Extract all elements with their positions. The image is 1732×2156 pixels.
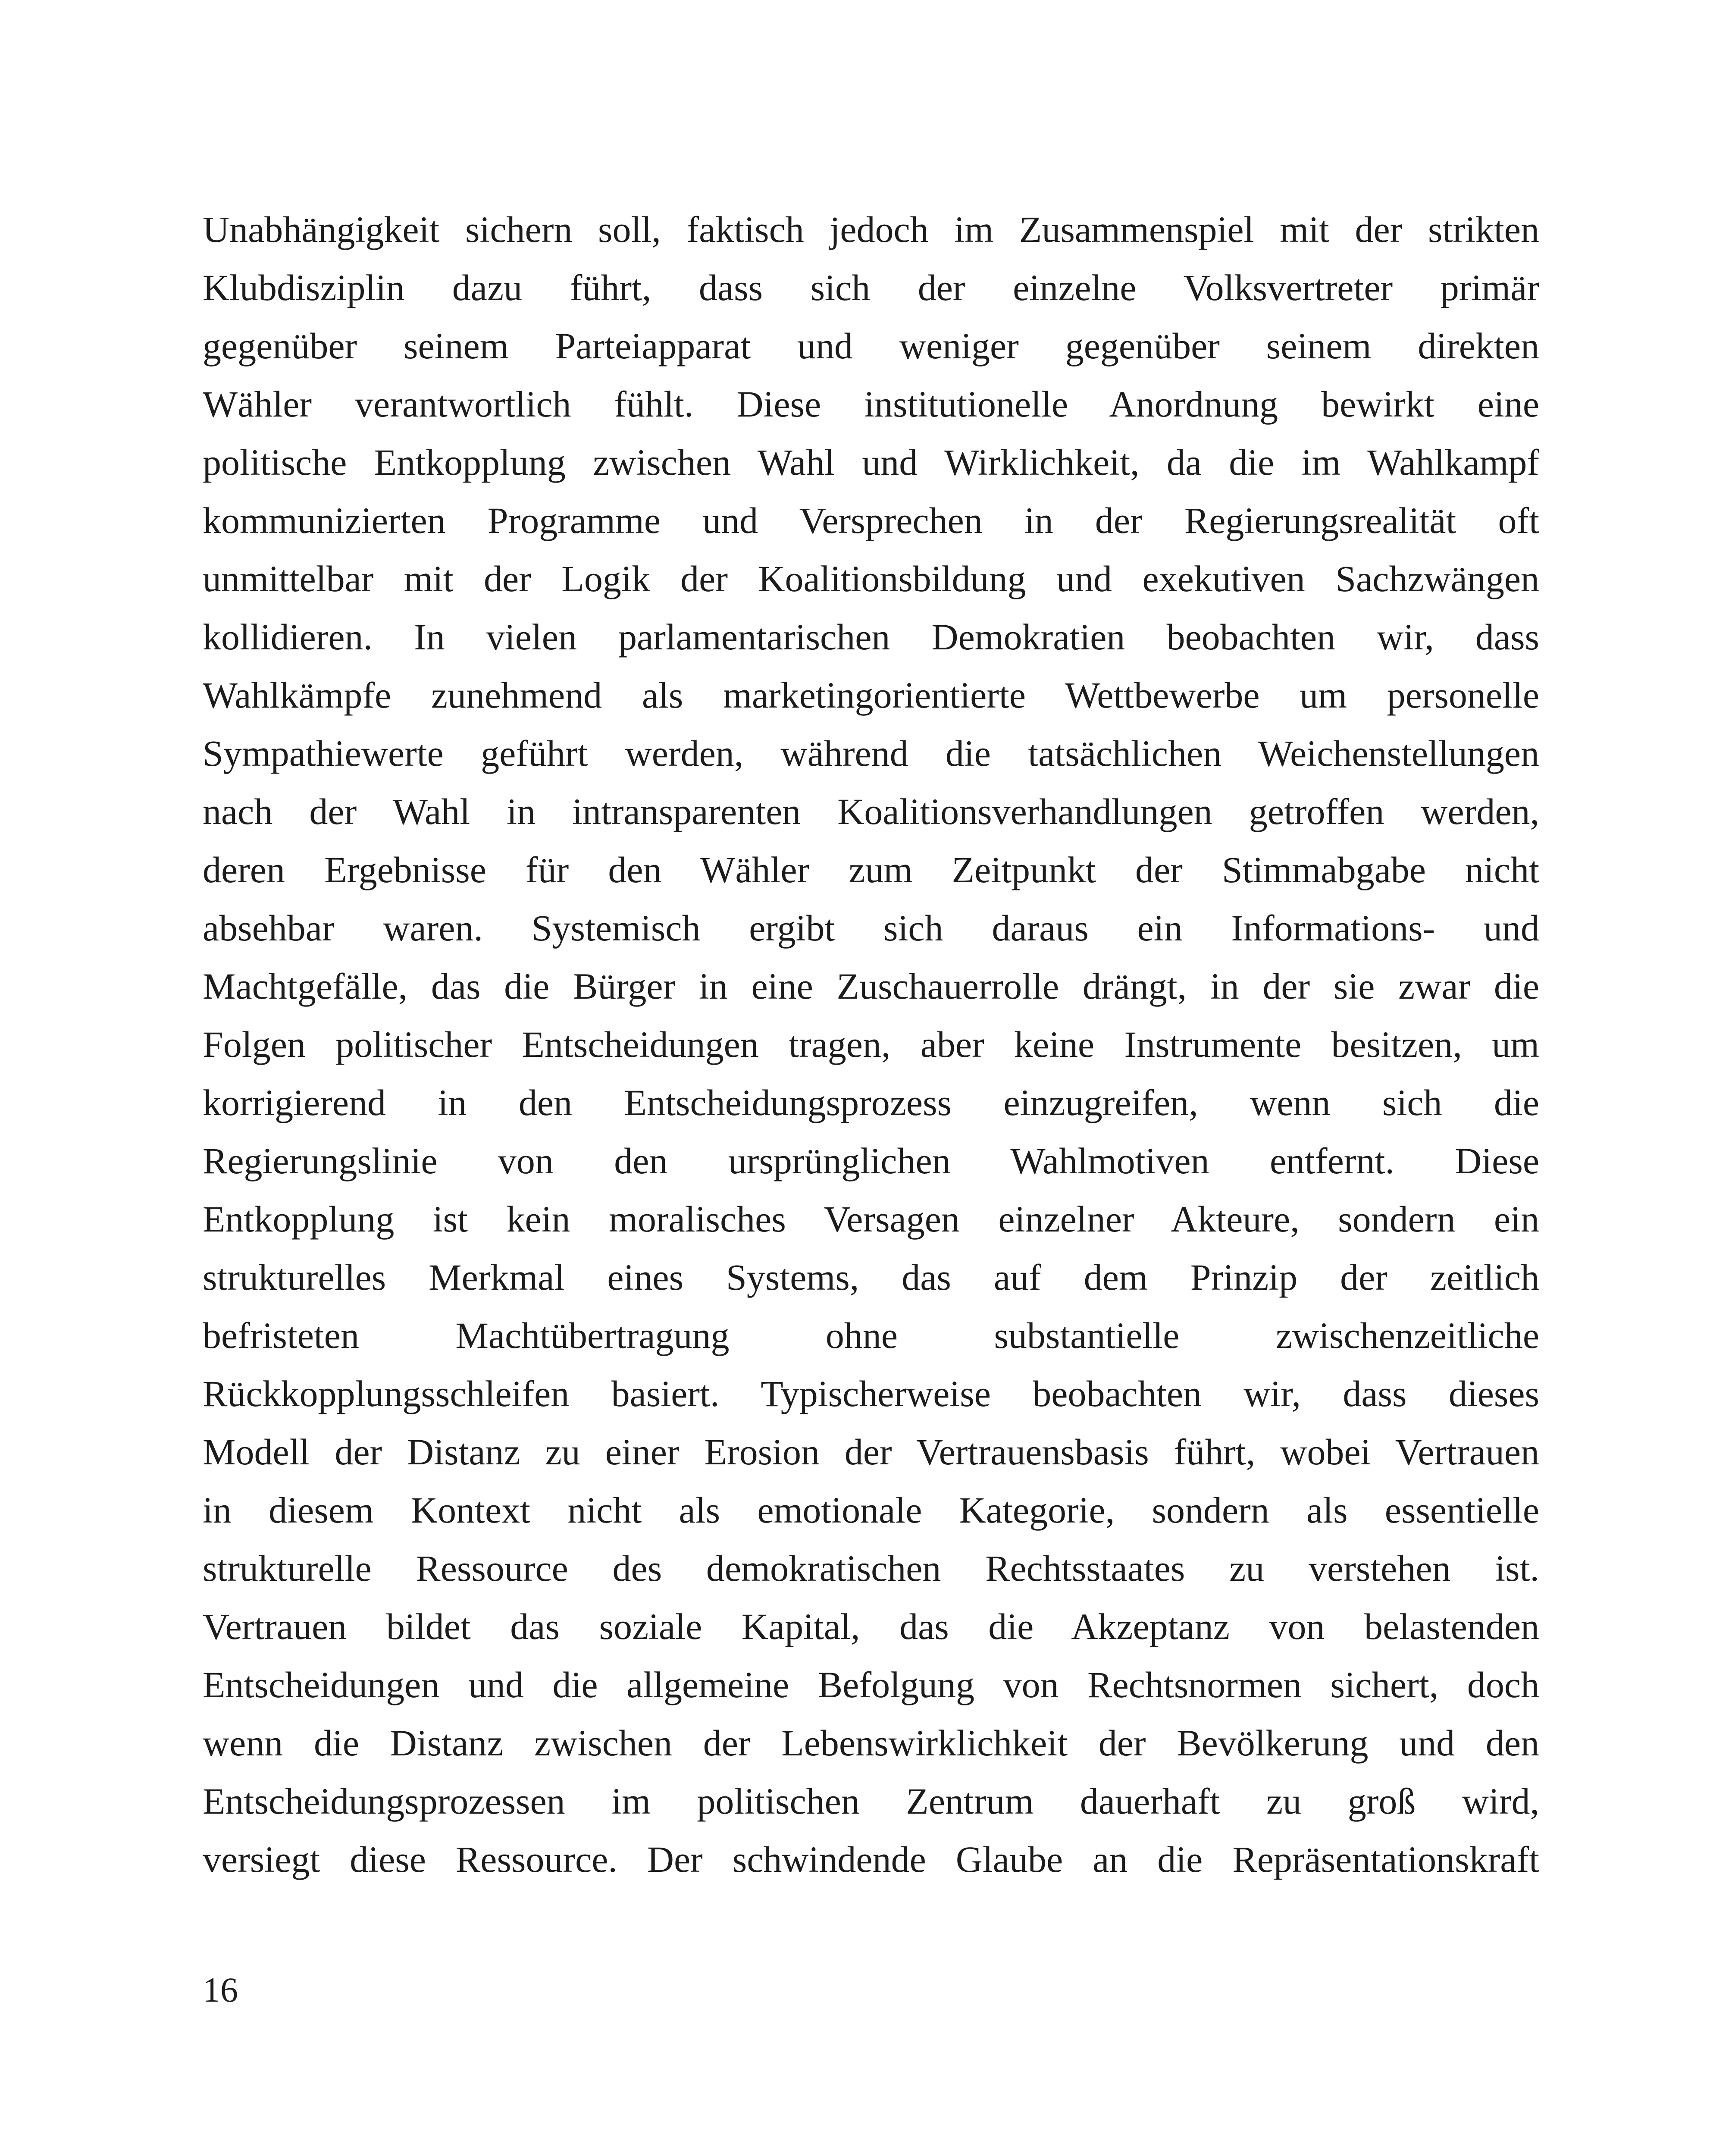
text-line: kollidieren. In vielen parlamentarischen Demokratien beobachten wir, dass (203, 616, 1539, 658)
text-line: Entscheidungen und die allgemeine Befolgung von Rechtsnormen sichert, doch (203, 1664, 1539, 1705)
text-line: nach der Wahl in intransparenten Koalitionsverhandlungen getroffen werden, (203, 791, 1539, 832)
text-line: gegenüber seinem Parteiapparat und weniger gegenüber seinem direkten (203, 325, 1539, 367)
text-line: wenn die Distanz zwischen der Lebenswirklichkeit der Bevölkerung und den (203, 1722, 1539, 1764)
text-line: Entscheidungsprozessen im politischen Zentrum dauerhaft zu groß wird, (203, 1780, 1539, 1822)
text-line: Machtgefälle, das die Bürger in eine Zuschauerrolle drängt, in der sie zwar die (203, 965, 1539, 1007)
text-line: Regierungslinie von den ursprünglichen Wahlmotiven entfernt. Diese (203, 1140, 1539, 1181)
text-line: absehbar waren. Systemisch ergibt sich daraus ein Informations- und (203, 907, 1539, 949)
text-line: Vertrauen bildet das soziale Kapital, das die Akzeptanz von belastenden (203, 1606, 1539, 1647)
text-line: befristeten Machtübertragung ohne substantielle zwischenzeitliche (203, 1315, 1539, 1356)
text-line: Unabhängigkeit sichern soll, faktisch jedoch im Zusammenspiel mit der strikten (203, 209, 1539, 250)
text-line: politische Entkopplung zwischen Wahl und Wirklichkeit, da die im Wahlkampf (203, 442, 1539, 483)
text-line: kommunizierten Programme und Versprechen in der Regierungsrealität oft (203, 500, 1539, 541)
text-line: korrigierend in den Entscheidungsprozess einzugreifen, wenn sich die (203, 1082, 1539, 1123)
text-line: Folgen politischer Entscheidungen tragen, aber keine Instrumente besitzen, um (203, 1024, 1539, 1065)
text-line: Entkopplung ist kein moralisches Versagen einzelner Akteure, sondern ein (203, 1198, 1539, 1240)
text-line: strukturelle Ressource des demokratischen Rechtsstaates zu verstehen ist. (203, 1548, 1539, 1589)
text-line: Wähler verantwortlich fühlt. Diese institutionelle Anordnung bewirkt eine (203, 383, 1539, 425)
text-line: versiegt diese Ressource. Der schwindende Glaube an die Repräsentationskraft (203, 1839, 1539, 1880)
text-line: in diesem Kontext nicht als emotionale Kategorie, sondern als essentielle (203, 1489, 1539, 1531)
text-line: Rückkopplungsschleifen basiert. Typischerweise beobachten wir, dass dieses (203, 1373, 1539, 1414)
text-line: deren Ergebnisse für den Wähler zum Zeitpunkt der Stimmabgabe nicht (203, 849, 1539, 890)
text-line: unmittelbar mit der Logik der Koalitionsbildung und exekutiven Sachzwängen (203, 558, 1539, 599)
text-line: Klubdisziplin dazu führt, dass sich der einzelne Volksvertreter primär (203, 267, 1539, 308)
text-line: Wahlkämpfe zunehmend als marketingorientierte Wettbewerbe um personelle (203, 674, 1539, 716)
body-paragraph (203, 201, 1539, 1889)
page-number: 16 (203, 1970, 238, 2009)
text-line: Sympathiewerte geführt werden, während die tatsächlichen Weichenstellungen (203, 733, 1539, 774)
text-line: Modell der Distanz zu einer Erosion der Vertrauensbasis führt, wobei Vertrauen (203, 1431, 1539, 1473)
text-line: strukturelles Merkmal eines Systems, das auf dem Prinzip der zeitlich (203, 1257, 1539, 1298)
